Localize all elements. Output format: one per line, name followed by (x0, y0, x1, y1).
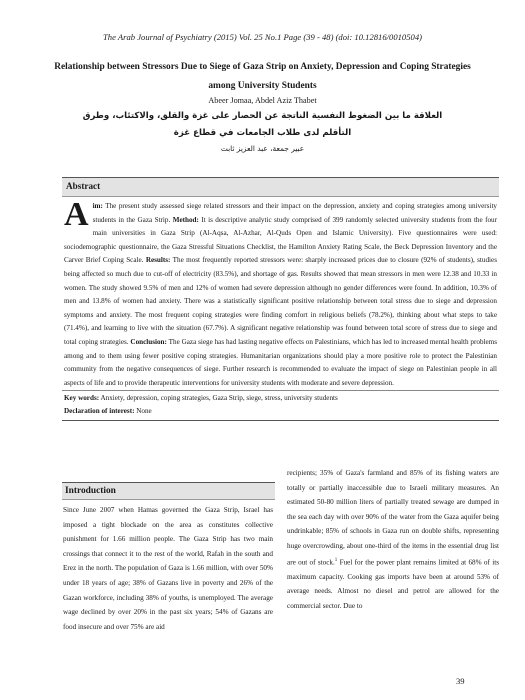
aim-label: im: (92, 202, 103, 210)
introduction-left-column: Since June 2007 when Hamas governed the Gaza Strip, Israel has imposed a tight blockade on the area as constitutes collective punishment for 1.66 million people. The Gaza Strip has two main crossings that connect it to the rest of the world, Rafah in the south and Erez in the north. The population of Gaza is 1.66 million, with over 50% under 18 years of age; 38% of Gazans live in poverty and 26% of the Gazan workforce, including 38% of youths, is unemployed. The average wage declined by over 20% in the past six years; 54% of Gazans are food insecure and over 75% are aid (63, 506, 273, 631)
keywords-text: Anxiety, depression, coping strategies, Gaza Strip, siege, stress, university students (99, 394, 338, 403)
method-text: It is descriptive analytic study comprised of 399 randomly selected university students from the four main universities in Gaza Strip (Al-Aqsa, Al-Azhar, Al-Quds Open and Islamic University). Five questionnaires were used: sociodemographic questionnaire, the Gaza Stressful Situations Checklist, the Hamilton Anxiety Rating Scale, the Beck Depression Inventory and the Carver Brief Coping Scale. (64, 215, 497, 265)
abstract-heading: Abstract (62, 178, 499, 197)
right-column-text-before: recipients; 35% of Gaza's farmland and 85% of its fishing waters are totally or partially inaccessible due to Israeli military measures. An estimated 50-80 million liters of partially treated sewage are dumped in the sea each day with over 90% of the water from the Gaza aquifer being undrinkable; 85% of schools in Gaza run on double shifts, representing huge overcrowding, about one-third of the items in the essential drug list are out of stock. (287, 469, 499, 566)
keywords-label: Key words: (64, 394, 100, 403)
abstract-section (62, 177, 499, 421)
arabic-author-list: عبير جمعة، عبد العزيز ثابت (220, 144, 305, 153)
declaration-text: None (134, 407, 152, 416)
introduction-right-column (287, 466, 499, 613)
footnote-mark: 1 (334, 557, 338, 563)
results-label: Results: (145, 256, 171, 265)
conclusion-text: The Gaza siege has had lasting negative effects on Palestinians, which has led to increased mental health problems among and to them using fewer positive coping strategies. Humanitarian organizations should play a more positive role to protect the Palestinian community from the negative consequences of siege. Further research is recommended to evaluate the impact of siege on Palestinian people in all aspects of life and to provide therapeutic interventions for university students with moderate and severe depression. (64, 337, 498, 387)
journal-header: The Arab Journal of Psychiatry (2015) Vol. 25 No.1 Page (39 - 48) (doi: 10.12816/0010504) (103, 32, 422, 42)
keywords-line (62, 390, 499, 405)
right-column-text-after: Fuel for the power plant remains limited at 68% of its maximum capacity. Cooking gas imports have been at around 53% of average needs. Almost no diesel and petrol are allowed for the commercial sector. Due to (287, 557, 499, 610)
declaration-line (62, 405, 499, 421)
page-number: 39 (456, 676, 465, 686)
introduction-heading: Introduction (62, 482, 275, 500)
article-title: Relationship between Stressors Due to Siege of Gaza Strip on Anxiety, Depression and Coping Strategies among University Students (54, 62, 471, 91)
abstract-dropcap: A (64, 196, 89, 233)
aim-text: The present study assessed siege related stressors and their impact on the depression, anxiety and coping strategies among university students in the Gaza Strip. (92, 202, 497, 224)
author-list: Abeer Jomaa, Abdel Aziz Thabet (208, 96, 317, 105)
results-text: The most frequently reported stressors were: sharply increased prices due to closure (92% of students), studies being affected so much due to cut-off of electricity (83.5%), and shortage of gas. Results showed that mean stressors in men were 12.38 and 10.33 in women. The study showed 9.5% of men and 12% of women had severe depression although no gender differences were found. In addition, 10.3% of men and 13.8% of women had anxiety. There was a statistically significant positive relationship between total stress due to siege and depression symptoms and anxiety. The most frequent coping strategies were finding comfort in religious beliefs (78.2%), thinking about what steps to take (71.4%), and learning to live with the situation (67.7%). A significant negative relationship was found between total score of stress due to siege and total coping strategies. (64, 256, 497, 346)
conclusion-label: Conclusion: (130, 337, 167, 346)
abstract-body (62, 197, 499, 390)
arabic-title: العلاقة ما بين الضغوط النفسية الناتجة عن الحصار على غزة والقلق، والاكتئاب، وطرق التأقلم لدى طلاب الجامعات في قطاع غزة (82, 111, 443, 138)
method-label: Method: (172, 215, 199, 224)
declaration-label: Declaration of interest: (64, 407, 135, 416)
